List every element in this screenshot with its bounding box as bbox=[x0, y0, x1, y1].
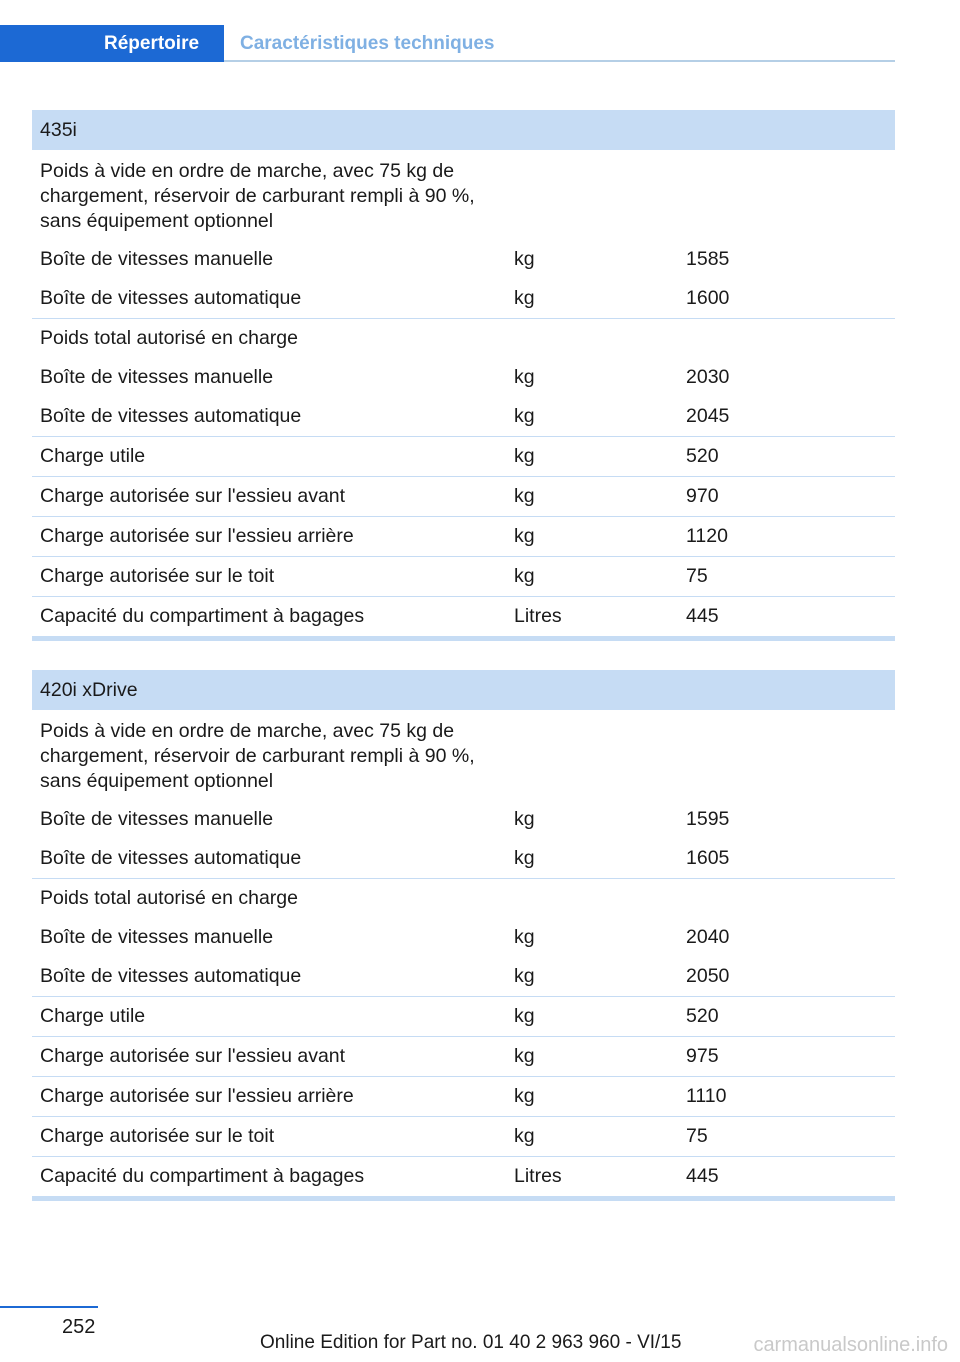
table-row bbox=[32, 800, 895, 839]
table-row bbox=[32, 279, 895, 319]
row-unit: kg bbox=[506, 477, 678, 517]
table-row bbox=[32, 997, 895, 1037]
row-label: Charge autorisée sur l'essieu avant bbox=[32, 477, 506, 517]
row-unit: kg bbox=[514, 808, 535, 830]
row-unit: kg bbox=[514, 366, 535, 388]
row-value: 2040 bbox=[686, 926, 730, 948]
row-label: Charge autorisée sur l'essieu avant bbox=[32, 1037, 506, 1077]
table-row bbox=[32, 597, 895, 639]
row-unit: kg bbox=[514, 965, 535, 987]
row-unit: kg bbox=[506, 997, 678, 1037]
row-label: Charge autorisée sur le toit bbox=[32, 557, 506, 597]
table-row bbox=[32, 240, 895, 279]
row-label: Boîte de vitesses manuelle bbox=[40, 808, 274, 830]
table-row bbox=[32, 1077, 895, 1117]
row-unit: kg bbox=[514, 287, 535, 309]
row-label: Boîte de vitesses manuelle bbox=[40, 248, 274, 270]
row-value: 520 bbox=[678, 997, 895, 1037]
page-number-rule bbox=[0, 1306, 98, 1308]
table-row bbox=[32, 557, 895, 597]
row-label: Charge autorisée sur l'essieu arrière bbox=[32, 517, 506, 557]
row-value: 1600 bbox=[686, 287, 730, 309]
empty-weight-note: Poids à vide en ordre de marche, avec 75 kg de chargement, réservoir de carburant rempli à 90 %, sans équipement optionnel bbox=[40, 719, 475, 792]
tab-technical-specs[interactable]: Caractéristiques techniques bbox=[240, 33, 495, 54]
header-bar bbox=[0, 25, 895, 62]
row-value: 970 bbox=[678, 477, 895, 517]
row-unit: kg bbox=[506, 557, 678, 597]
row-label: Boîte de vitesses manuelle bbox=[40, 926, 274, 948]
table-row bbox=[32, 839, 895, 879]
table-row bbox=[32, 150, 895, 240]
row-label: Charge utile bbox=[32, 997, 506, 1037]
table-row bbox=[32, 437, 895, 477]
table-row bbox=[32, 358, 895, 397]
table-row bbox=[32, 879, 895, 919]
row-value: 445 bbox=[678, 597, 895, 639]
table-row bbox=[32, 517, 895, 557]
table-row bbox=[32, 1037, 895, 1077]
row-value: 520 bbox=[678, 437, 895, 477]
row-label: Capacité du compartiment à bagages bbox=[32, 597, 506, 639]
row-label: Boîte de vitesses manuelle bbox=[40, 366, 274, 388]
row-value: 1585 bbox=[686, 248, 730, 270]
watermark: carmanualsonline.info bbox=[753, 1334, 948, 1356]
row-value: 2030 bbox=[686, 366, 730, 388]
row-value: 75 bbox=[678, 1117, 895, 1157]
table-row bbox=[32, 1157, 895, 1199]
row-value: 75 bbox=[678, 557, 895, 597]
row-unit: Litres bbox=[506, 597, 678, 639]
table-row bbox=[32, 918, 895, 957]
table-row bbox=[32, 957, 895, 997]
row-label: Boîte de vitesses automatique bbox=[40, 965, 302, 987]
spec-table-435i bbox=[32, 110, 895, 641]
row-value: 1605 bbox=[686, 847, 730, 869]
row-label: Boîte de vitesses automatique bbox=[40, 287, 302, 309]
row-unit: kg bbox=[514, 248, 535, 270]
row-value: 975 bbox=[678, 1037, 895, 1077]
row-unit: Litres bbox=[506, 1157, 678, 1199]
table-title-row bbox=[32, 670, 895, 710]
table-title-row bbox=[32, 110, 895, 150]
row-label: Charge autorisée sur le toit bbox=[32, 1117, 506, 1157]
table-row bbox=[32, 319, 895, 359]
tab-repertoire[interactable]: Répertoire bbox=[0, 25, 224, 62]
table-row bbox=[32, 397, 895, 437]
row-unit: kg bbox=[506, 1037, 678, 1077]
empty-weight-note: Poids à vide en ordre de marche, avec 75 kg de chargement, réservoir de carburant rempli à 90 %, sans équipement optionnel bbox=[40, 159, 475, 232]
table-title: 420i xDrive bbox=[32, 670, 895, 710]
table-row bbox=[32, 710, 895, 800]
edition-note: Online Edition for Part no. 01 40 2 963 960 - VI/15 bbox=[260, 1332, 682, 1353]
table-row bbox=[32, 477, 895, 517]
spec-table-420i-xdrive bbox=[32, 670, 895, 1201]
row-value: 2045 bbox=[686, 405, 730, 427]
table-title: 435i bbox=[32, 110, 895, 150]
row-unit: kg bbox=[506, 517, 678, 557]
row-value: 1110 bbox=[678, 1077, 895, 1117]
row-value: 1120 bbox=[678, 517, 895, 557]
row-value: 2050 bbox=[686, 965, 730, 987]
row-label: Charge utile bbox=[32, 437, 506, 477]
row-unit: kg bbox=[506, 1117, 678, 1157]
gross-weight-label: Poids total autorisé en charge bbox=[32, 879, 895, 919]
row-label: Boîte de vitesses automatique bbox=[40, 847, 302, 869]
row-label: Boîte de vitesses automatique bbox=[40, 405, 302, 427]
row-label: Charge autorisée sur l'essieu arrière bbox=[32, 1077, 506, 1117]
gross-weight-label: Poids total autorisé en charge bbox=[32, 319, 895, 359]
row-value: 1595 bbox=[686, 808, 730, 830]
row-value: 445 bbox=[678, 1157, 895, 1199]
row-unit: kg bbox=[506, 437, 678, 477]
row-unit: kg bbox=[514, 847, 535, 869]
page-number: 252 bbox=[62, 1316, 96, 1338]
row-unit: kg bbox=[514, 926, 535, 948]
row-unit: kg bbox=[506, 1077, 678, 1117]
row-label: Capacité du compartiment à bagages bbox=[32, 1157, 506, 1199]
row-unit: kg bbox=[514, 405, 535, 427]
table-row bbox=[32, 1117, 895, 1157]
